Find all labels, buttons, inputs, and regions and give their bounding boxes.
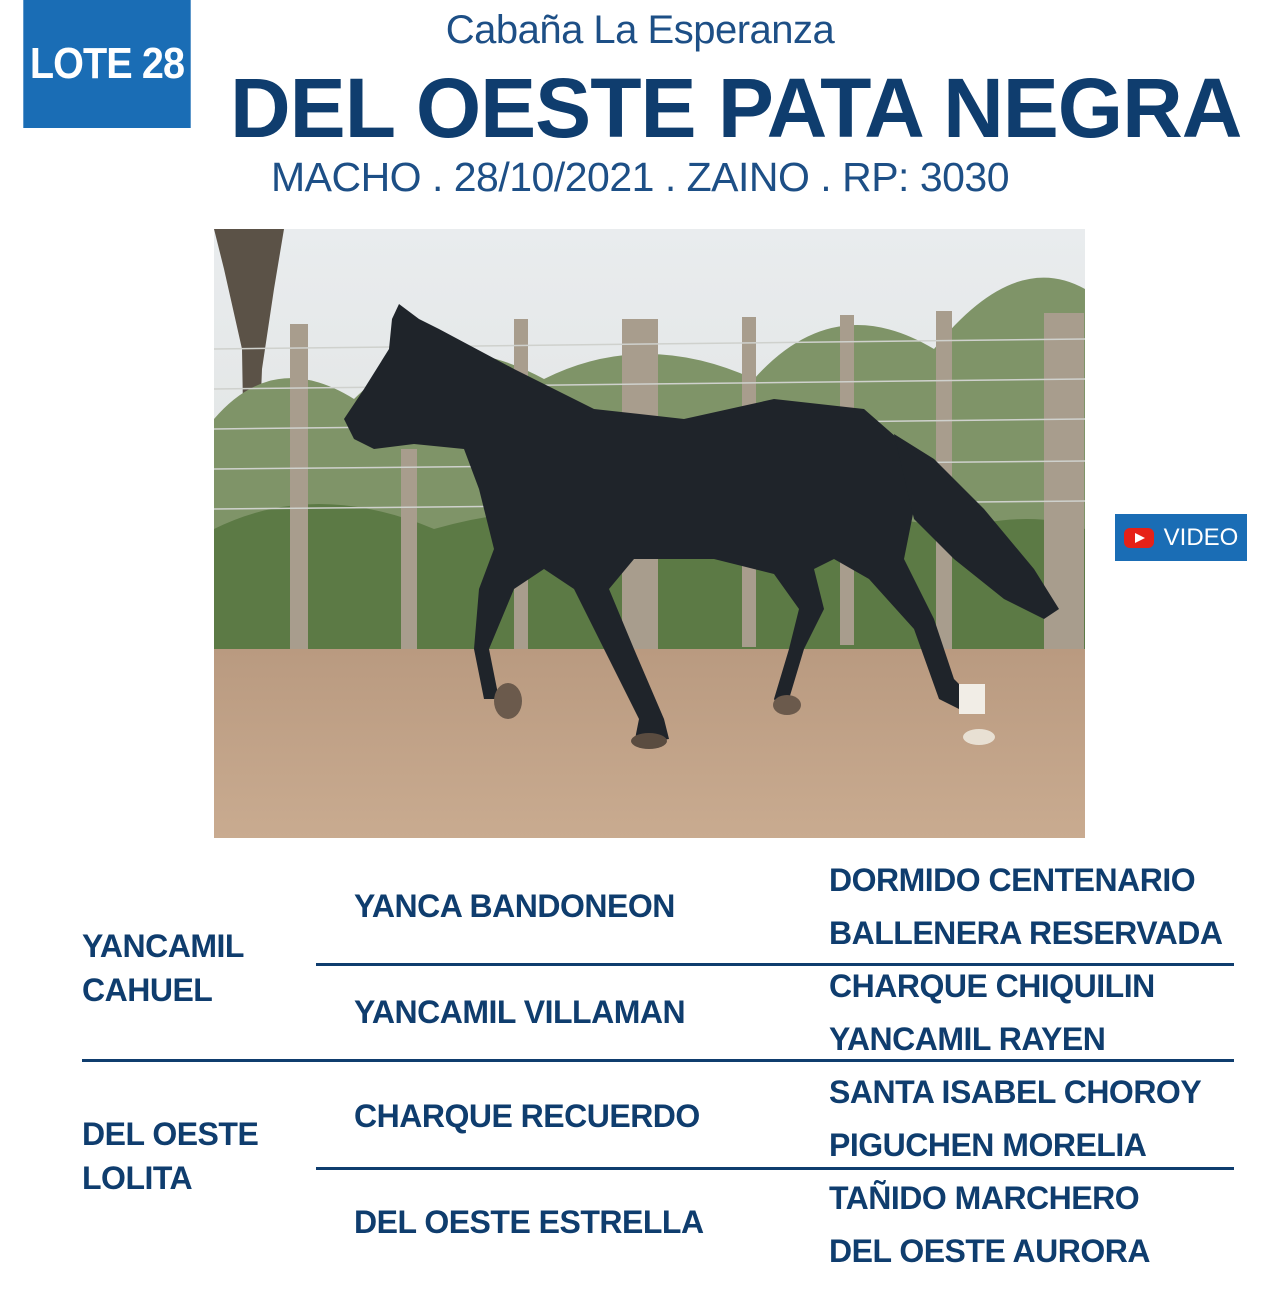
breeder-name: Cabaña La Esperanza — [445, 8, 835, 52]
horse-name: DEL OESTE PATA NEGRA — [230, 61, 1242, 155]
dam-name: DEL OESTE LOLITA — [82, 1116, 259, 1196]
great-grandparent: TAÑIDO MARCHERO — [829, 1180, 1140, 1216]
pedigree-divider — [316, 1167, 1234, 1170]
great-grandparent: DORMIDO CENTENARIO — [829, 862, 1196, 898]
video-label: VIDEO — [1163, 523, 1239, 551]
pedigree-divider — [316, 963, 1234, 966]
lot-label: LOTE 28 — [29, 39, 185, 88]
great-grandparent: PIGUCHEN MORELIA — [829, 1127, 1147, 1163]
dam-sire-name: CHARQUE RECUERDO — [354, 1098, 700, 1134]
horse-photo — [214, 229, 1085, 838]
sire-sire-name: YANCA BANDONEON — [354, 888, 675, 924]
great-grandparent: CHARQUE CHIQUILIN — [829, 968, 1155, 1004]
great-grandparent: YANCAMIL RAYEN — [829, 1021, 1106, 1057]
dam-dam-name: DEL OESTE ESTRELLA — [354, 1204, 704, 1240]
pedigree-divider — [82, 1059, 1234, 1062]
sire-dam-name: YANCAMIL VILLAMAN — [354, 994, 686, 1030]
youtube-play-icon — [1124, 528, 1154, 548]
great-grandparent: BALLENERA RESERVADA — [829, 915, 1223, 951]
great-grandparent: SANTA ISABEL CHOROY — [829, 1074, 1202, 1110]
video-button[interactable] — [1115, 514, 1247, 561]
sire-name: YANCAMIL CAHUEL — [82, 928, 244, 1008]
great-grandparent: DEL OESTE AURORA — [829, 1233, 1150, 1269]
horse-details: MACHO . 28/10/2021 . ZAINO . RP: 3030 — [270, 154, 1010, 200]
